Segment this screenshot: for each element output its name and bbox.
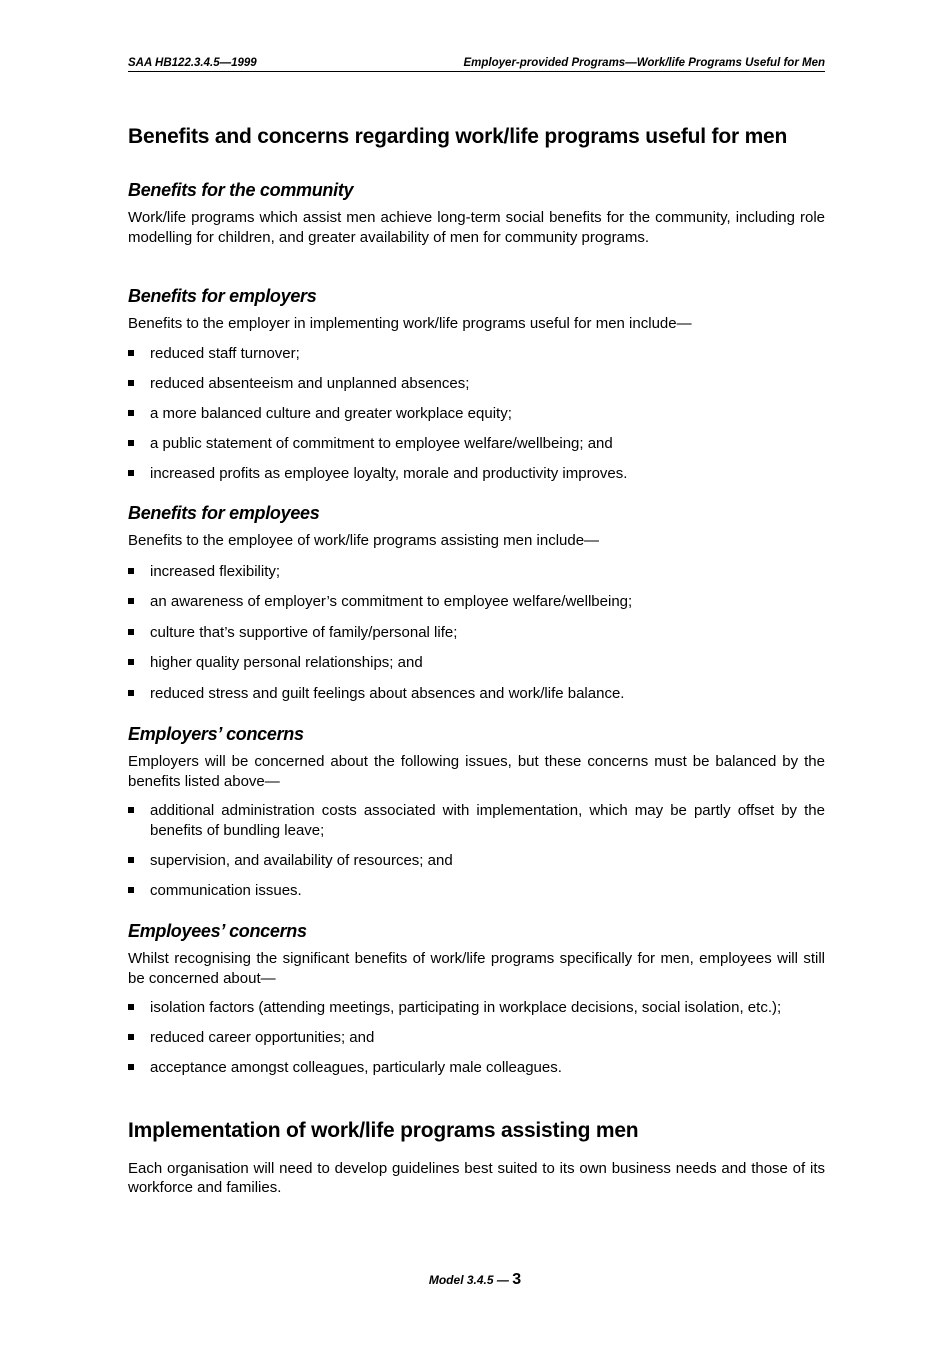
list-item: reduced staff turnover; xyxy=(128,344,825,364)
employees-concerns-list xyxy=(128,998,825,1078)
running-header xyxy=(128,55,825,72)
employees-concerns-intro: Whilst recognising the significant benefits of work/life programs specifically for men, employees will still be concerned about— xyxy=(128,950,825,987)
list-item: reduced stress and guilt feelings about absences and work/life balance. xyxy=(128,684,825,704)
list-item: reduced absenteeism and unplanned absences; xyxy=(128,374,825,394)
list-item: a more balanced culture and greater workplace equity; xyxy=(128,404,825,424)
list-item: supervision, and availability of resources; and xyxy=(128,851,825,871)
heading-employers: Benefits for employers xyxy=(128,286,317,306)
footer-label: Model 3.4.5 — xyxy=(428,1273,509,1287)
implementation-text: Each organisation will need to develop guidelines best suited to its own business needs and those of its workforce and families. xyxy=(128,1159,825,1196)
list-item: additional administration costs associated with implementation, which may be partly offset by the benefits of bundling leave; xyxy=(128,801,825,840)
page-title: Benefits and concerns regarding work/life programs useful for men xyxy=(128,125,788,148)
list-item: communication issues. xyxy=(128,881,825,901)
list-item: acceptance amongst colleagues, particularly male colleagues. xyxy=(128,1058,825,1078)
heading-employees: Benefits for employees xyxy=(128,503,320,523)
employees-benefits-list xyxy=(128,562,825,704)
list-item: reduced career opportunities; and xyxy=(128,1028,825,1048)
main-content xyxy=(128,122,825,1198)
employers-concerns-intro: Employers will be concerned about the following issues, but these concerns must be balanced by the benefits listed above— xyxy=(128,753,825,790)
list-item: an awareness of employer’s commitment to employee welfare/wellbeing; xyxy=(128,592,825,612)
community-text: Work/life programs which assist men achieve long-term social benefits for the community, including role modelling for children, and greater availability of men for community programs. xyxy=(128,209,825,246)
page-number: 3 xyxy=(512,1271,522,1288)
list-item: a public statement of commitment to employee welfare/wellbeing; and xyxy=(128,434,825,454)
employers-benefits-list xyxy=(128,344,825,484)
list-item: higher quality personal relationships; and xyxy=(128,653,825,673)
page-footer xyxy=(0,1271,950,1289)
heading-employees-concerns: Employees’ concerns xyxy=(128,921,307,941)
employers-concerns-list xyxy=(128,801,825,900)
heading-implementation: Implementation of work/life programs assisting men xyxy=(128,1118,639,1142)
list-item: isolation factors (attending meetings, participating in workplace decisions, social isolation, etc.); xyxy=(128,998,825,1018)
heading-community: Benefits for the community xyxy=(128,180,354,200)
header-section-title: Employer-provided Programs—Work/life Programs Useful for Men xyxy=(463,57,825,69)
list-item: increased profits as employee loyalty, morale and productivity improves. xyxy=(128,464,825,484)
heading-employers-concerns: Employers’ concerns xyxy=(128,724,304,744)
employees-intro: Benefits to the employee of work/life programs assisting men include— xyxy=(128,532,600,549)
header-doc-id: SAA HB122.3.4.5—1999 xyxy=(128,57,257,69)
list-item: culture that’s supportive of family/personal life; xyxy=(128,623,825,643)
employers-intro: Benefits to the employer in implementing work/life programs useful for men include— xyxy=(128,315,692,332)
list-item: increased flexibility; xyxy=(128,562,825,582)
